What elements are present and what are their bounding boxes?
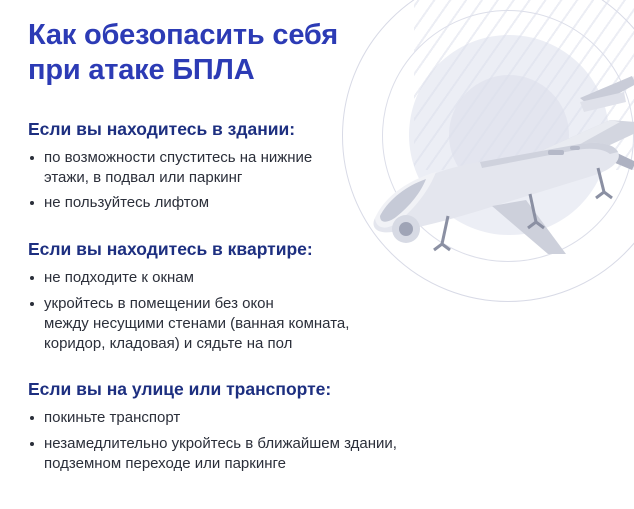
list-item-line: не пользуйтесь лифтом [44, 194, 210, 212]
list-item [28, 193, 458, 213]
section-building [28, 119, 458, 213]
list-item [28, 148, 458, 188]
list-item [28, 408, 458, 428]
page-title-line-2: при атаке БПЛА [28, 54, 255, 87]
list-item-line: не подходите к окнам [44, 269, 194, 287]
list-item-line: этажи, в подвал или паркинг [44, 168, 243, 186]
list-building [28, 148, 458, 213]
section-street [28, 379, 458, 473]
list-item-line: подземном переходе или паркинге [44, 454, 286, 472]
list-item-line: по возможности спуститесь на нижние [44, 148, 313, 166]
list-item [28, 294, 458, 353]
list-apartment [28, 268, 458, 353]
list-item-line: покиньте транспорт [44, 409, 181, 427]
list-item-line: незамедлительно укройтесь в ближайшем здании, [44, 435, 397, 453]
list-item-line: между несущими стенами (ванная комната, [44, 314, 350, 332]
page-title-line-1: Как обезопасить себя [28, 19, 338, 51]
list-street [28, 408, 458, 473]
page-title [28, 18, 428, 89]
list-item-line: укройтесь в помещении без окон [44, 294, 274, 312]
list-item [28, 268, 458, 288]
section-heading-street: Если вы на улице или транспорте: [28, 379, 332, 400]
list-item [28, 434, 458, 474]
section-heading-building: Если вы находитесь в здании: [28, 118, 296, 139]
list-item-line: коридор, кладовая) и сядьте на пол [44, 334, 293, 352]
section-heading-apartment: Если вы находитесь в квартире: [28, 239, 313, 260]
section-apartment [28, 239, 458, 353]
